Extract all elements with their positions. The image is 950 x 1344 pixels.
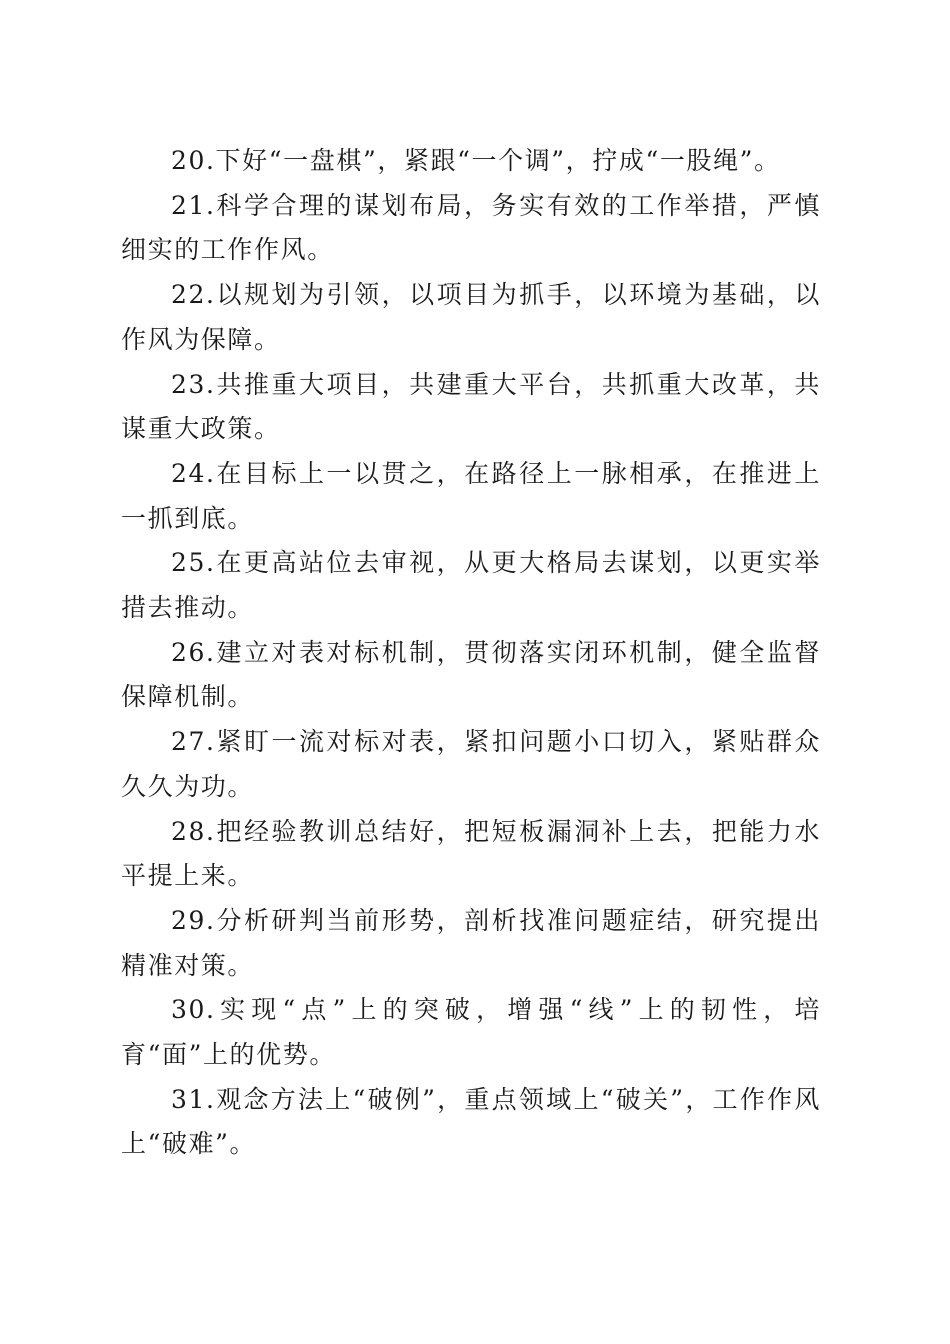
list-item: 26.建立对表对标机制，贯彻落实闭环机制，健全监督保障机制。 bbox=[121, 637, 821, 712]
list-item: 24.在目标上一以贯之，在路径上一脉相承，在推进上一抓到底。 bbox=[121, 458, 821, 533]
list-item: 28.把经验教训总结好，把短板漏洞补上去，把能力水平提上来。 bbox=[121, 816, 821, 891]
list-item: 29.分析研判当前形势，剖析找准问题症结，研究提出精准对策。 bbox=[121, 905, 821, 980]
list-item: 20.下好“一盘棋”，紧跟“一个调”，拧成“一股绳”。 bbox=[171, 146, 781, 175]
list-item: 25.在更高站位去审视，从更大格局去谋划，以更实举措去推动。 bbox=[121, 548, 821, 623]
list-item: 27.紧盯一流对标对表，紧扣问题小口切入，紧贴群众久久为功。 bbox=[121, 727, 821, 801]
list-item: 22.以规划为引领，以项目为抓手，以环境为基础，以作风为保障。 bbox=[121, 280, 821, 354]
document-body bbox=[121, 139, 821, 1167]
list-item: 21.科学合理的谋划布局，务实有效的工作举措，严慎细实的工作作风。 bbox=[121, 190, 821, 265]
list-item: 31.观念方法上“破例”，重点领域上“破关”，工作作风上“破难”。 bbox=[121, 1084, 821, 1159]
list-item: 30.实现“点”上的突破，增强“线”上的韧性，培育“面”上的优势。 bbox=[121, 995, 821, 1070]
list-item: 23.共推重大项目，共建重大平台，共抓重大改革，共谋重大政策。 bbox=[121, 369, 821, 444]
